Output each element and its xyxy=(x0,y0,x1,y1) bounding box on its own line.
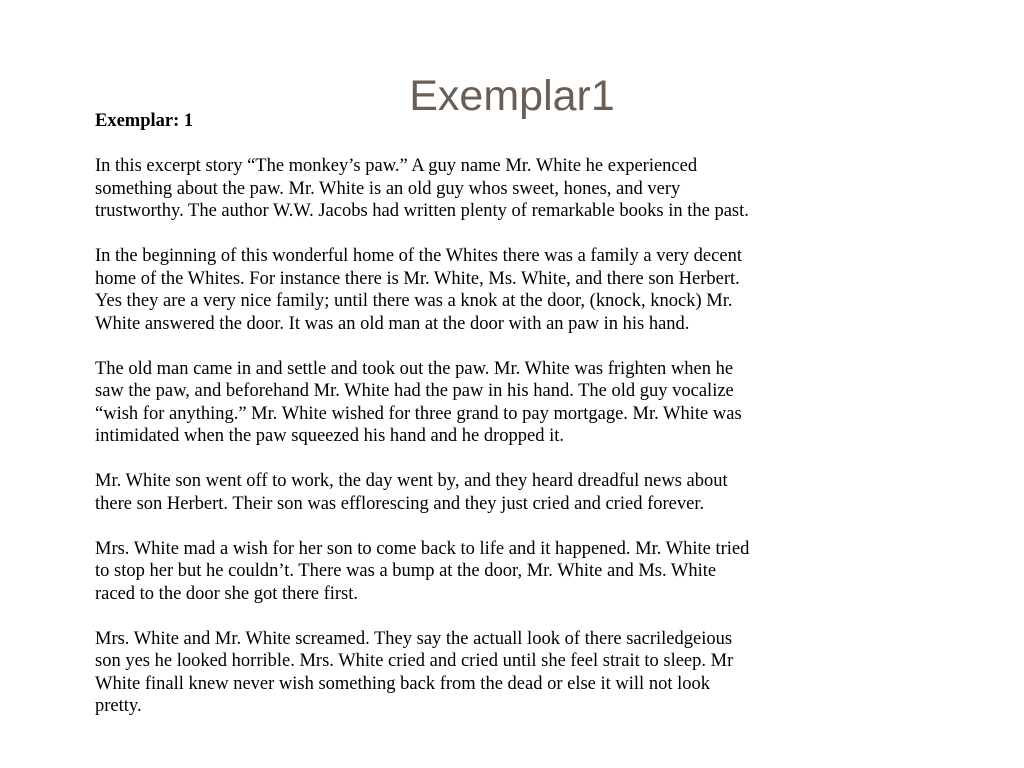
document-body xyxy=(95,110,975,740)
paragraph-line: pretty. xyxy=(95,696,142,716)
paragraph-3 xyxy=(95,358,975,448)
paragraph-line: In the beginning of this wonderful home of the Whites there was a family a very decent xyxy=(95,246,742,266)
paragraph-line: there son Herbert. Their son was efflorescing and they just cried and cried forever. xyxy=(95,493,705,514)
paragraph-2 xyxy=(95,245,975,335)
paragraph-6 xyxy=(95,628,975,718)
paragraph-line: intimidated when the paw squeezed his hand and he dropped it. xyxy=(95,426,565,446)
paragraph-line: Mr. White son went off to work, the day went by, and they heard dreadful news about xyxy=(95,471,728,491)
paragraph-line: son yes he looked horrible. Mrs. White cried and cried until she feel strait to sleep. Mr xyxy=(95,651,734,671)
paragraph-line: raced to the door she got there first. xyxy=(95,583,359,604)
paragraph-line: to stop her but he couldn’t. There was a bump at the door, Mr. White and Ms. White xyxy=(95,561,717,581)
paragraph-line: The old man came in and settle and took out the paw. Mr. White was frighten when he xyxy=(95,358,734,379)
paragraph-line: White answered the door. It was an old man at the door with an paw in his hand. xyxy=(95,313,690,334)
document-heading: Exemplar: 1 xyxy=(95,111,194,131)
paragraph-line: Yes they are a very nice family; until there was a knok at the door, (knock, knock) Mr. xyxy=(95,291,733,311)
paragraph-line: trustworthy. The author W.W. Jacobs had written plenty of remarkable books in the past. xyxy=(95,201,749,221)
paragraph-line: something about the paw. Mr. White is an old guy whos sweet, hones, and very xyxy=(95,178,681,199)
paragraph-line: Mrs. White mad a wish for her son to come back to life and it happened. Mr. White tried xyxy=(95,538,750,559)
paragraph-line: “wish for anything.” Mr. White wished for three grand to pay mortgage. Mr. White was xyxy=(95,403,742,424)
paragraph-line: In this excerpt story “The monkey’s paw.” A guy name Mr. White he experienced xyxy=(95,156,698,176)
paragraph-5 xyxy=(95,538,975,606)
slide-title: Exemplar1 xyxy=(409,72,615,120)
paragraph-line: Mrs. White and Mr. White screamed. They say the actuall look of there sacriledgeious xyxy=(95,628,733,649)
paragraph-4 xyxy=(95,470,975,515)
paragraph-line: home of the Whites. For instance there is Mr. White, Ms. White, and there son Herbert. xyxy=(95,268,740,289)
paragraph-line: saw the paw, and beforehand Mr. White had the paw in his hand. The old guy vocalize xyxy=(95,381,734,401)
paragraph-1 xyxy=(95,155,975,223)
paragraph-line: White finall knew never wish something back from the dead or else it will not look xyxy=(95,673,710,694)
